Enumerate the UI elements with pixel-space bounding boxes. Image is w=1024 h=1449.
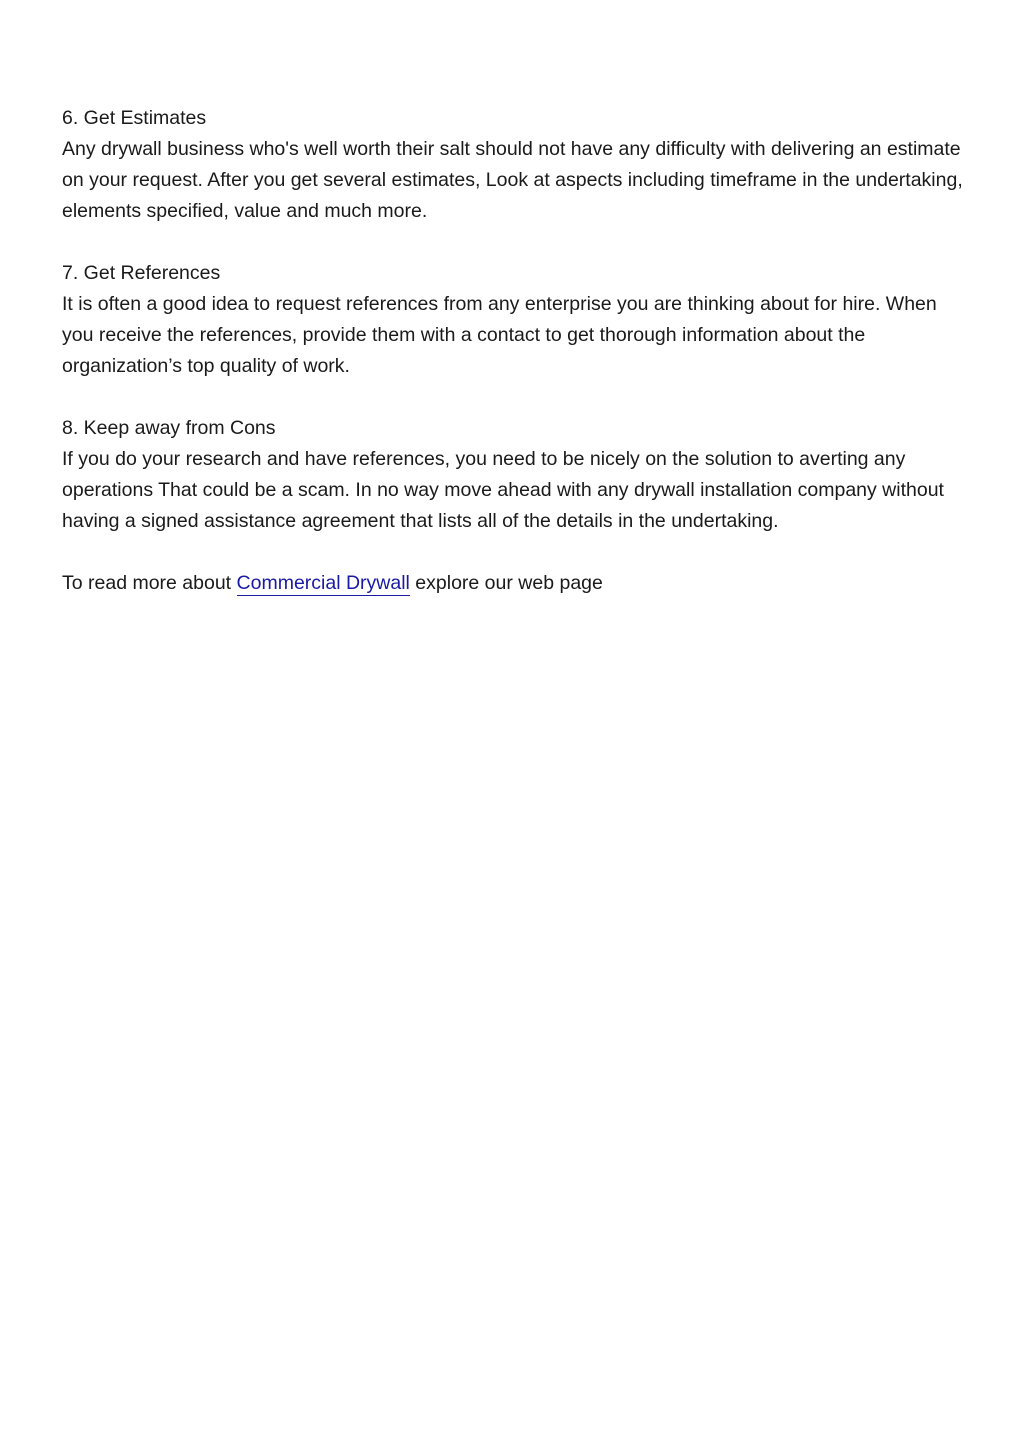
section-heading: 7. Get References	[62, 262, 221, 284]
section-get-references	[62, 258, 972, 382]
section-heading: 6. Get Estimates	[62, 107, 207, 129]
section-keep-away-from-cons	[62, 413, 972, 537]
section-body: Any drywall business who's well worth their salt should not have any difficulty with delivering an estimate on your request. After you get several estimates, Look at aspects including timeframe in the undertaking, elements specified, value and much more.	[62, 138, 963, 222]
section-body: It is often a good idea to request references from any enterprise you are thinking about for hire. When you receive the references, provide them with a contact to get thorough information about the organization’s top quality of work.	[62, 293, 937, 377]
closing-suffix: explore our web page	[409, 572, 603, 594]
section-body: If you do your research and have references, you need to be nicely on the solution to averting any operations That could be a scam. In no way move ahead with any drywall installation company without having a signed assistance agreement that lists all of the details in the undertaking.	[62, 448, 944, 532]
commercial-drywall-link[interactable]: Commercial Drywall	[236, 572, 410, 594]
closing-paragraph	[62, 568, 972, 599]
document-page	[62, 103, 972, 599]
closing-prefix: To read more about	[62, 572, 237, 594]
section-heading: 8. Keep away from Cons	[62, 417, 276, 439]
section-get-estimates	[62, 103, 972, 227]
